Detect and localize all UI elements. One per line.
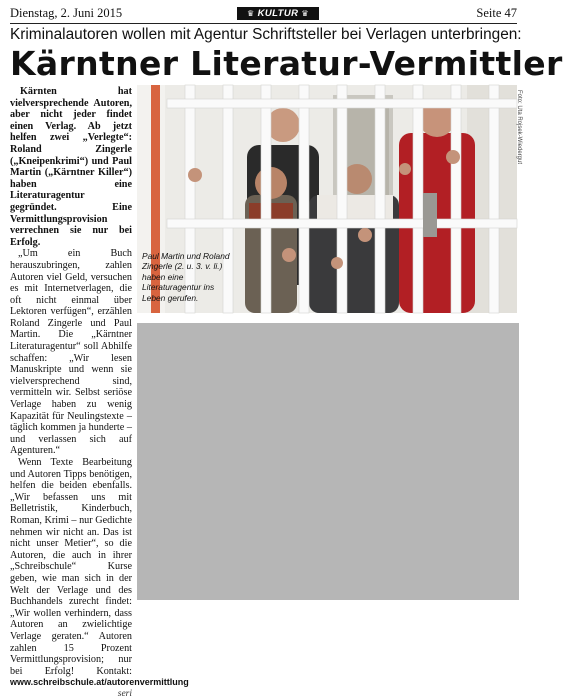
page-header [10, 6, 517, 22]
issue-date: Dienstag, 2. Juni 2015 [10, 6, 123, 20]
rubric-label: KULTUR [257, 8, 299, 19]
photo-credit-text: Foto: Uta Rojsek-Wiedergut [516, 90, 522, 165]
photo-credit [513, 90, 523, 165]
page-number: Seite 47 [476, 6, 517, 20]
contact-link[interactable]: www.schreibschule.at/autorenvermittlung [10, 677, 189, 688]
section-rubric [237, 7, 319, 20]
article-kicker: Kriminalautoren wollen mit Agentur Schriftsteller bei Verlagen unterbringen: [10, 26, 522, 43]
photo-caption: Paul Martin und Roland Zingerle (2. u. 3. v. li.) haben eine Literaturagentur ins Leben gerufen. [142, 251, 230, 303]
header-rule [10, 23, 517, 24]
body-paragraph [10, 457, 189, 699]
crown-icon: ♛ [301, 9, 309, 18]
article-headline: Kärntner Literatur-Vermittler [10, 44, 563, 83]
crown-icon: ♛ [247, 9, 255, 18]
advertisement-placeholder [137, 323, 519, 600]
lead-paragraph: Kärnten hat vielversprechende Autoren, aber nicht jeder findet einen Verlag. Ab jetzt helfen zwei „Verlegte“: Roland Zingerle („Kneipenkrimi“) und Paul Martin („Kärntner Killer“) haben eine Literaturagentur gegründet. Eine Vermittlungsprovision verrechnen sie nur bei Erfolg. [10, 86, 132, 248]
author-initials: seri [117, 688, 132, 699]
body-paragraph: „Um ein Buch herauszubringen, zahlen Autoren viel Geld, versuchen es mit Internetverlagen, die oft nicht einmal über Lektoren verfügen“, erzählen Roland Zingerle und Paul Martin. Die „Kärntner Literaturagentur“ soll Abhilfe schaffen: „Wir lesen Manuskripte und wenn sie vielversprechend sind, vermitteln wir. Selbst seriöse Verlage haben zu wenig Kapazität für Neulingstexte – täglich kommen ja hunderte – und verlassen sich auf Agenturen.“ [10, 248, 132, 457]
body-paragraph-text: Wenn Texte Bearbeitung und Autoren Tipps benötigen, helfen die beiden ebenfalls. „Wir befassen uns mit Belletristik, Kinderbuch, Roman, Krimi – nur Gedichte nehmen wir nicht an. Das ist nicht unser Metier“, so die Autoren, die auch in ihrer „Schreibschule“ Kurse geben, wie man sich in der Welt der Verlage und des Buchhandels zurecht findet: „Wir wollen verhindern, dass Autoren an zwielichtige Verlage geraten.“ Autoren zahlen 15 Prozent Vermittlungsprovision; nur bei Erfolg! Kontakt: [10, 457, 132, 677]
